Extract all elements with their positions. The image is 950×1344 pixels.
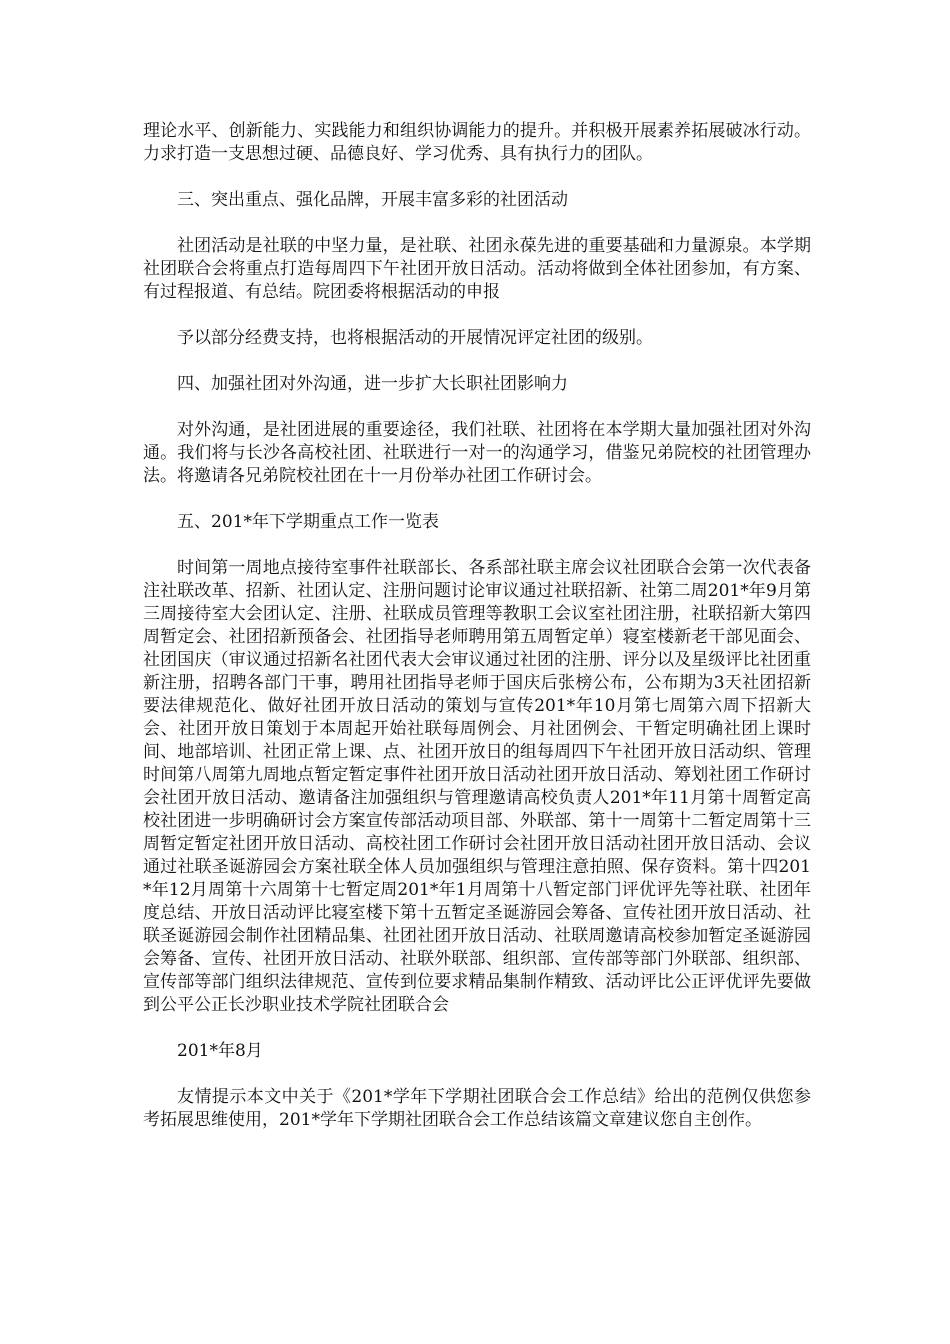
paragraph-club-activities: 社团活动是社联的中坚力量，是社联、社团永葆先进的重要基础和力量源泉。本学期社团联合会将重点打造每周四下午社团开放日活动。活动将做到全体社团参加，有方案、有过程报道、有总结。院团委将根据活动的申报 bbox=[143, 236, 811, 302]
section-heading-4: 四、加强社团对外沟通，进一步扩大长职社团影响力 bbox=[177, 374, 568, 394]
paragraph-funding-support: 予以部分经费支持，也将根据活动的开展情况评定社团的级别。 bbox=[177, 328, 653, 348]
paragraph-date: 201*年8月 bbox=[177, 1041, 263, 1061]
paragraph-notice: 友情提示本文中关于《201*学年下学期社团联合会工作总结》给出的范例仅供您参考拓展思维使用，201*学年下学期社团联合会工作总结该篇文章建议您自主创作。 bbox=[143, 1087, 811, 1130]
paragraph-work-schedule: 时间第一周地点接待室事件社联部长、各系部社联主席会议社团联合会第一次代表备注社联改革、招新、社团认定、注册问题讨论审议通过社联招新、社第二周201*年9月第三周接待室大会团认定、注册、社联成员管理等教职工会议室社团注册，社联招新大第四周暂定会、社团招新预备会、社团指导老师聘用第五周暂定单）寝室楼新老干部见面会、社团国庆（审议通过招新名社团代表大会审议通过社团的注册、评分以及星级评比社团重新注册，招聘各部门干事，聘用社团指导老师于国庆后张榜公布，公布期为3天社团招新要法律规范化、做好社团开放日活动的策划与宣传201*年10月第七周第六周下招新大会、社团开放日策划于本周起开始社联每周例会、月社团例会、干暂定明确社团上课时间、地部培训、社团正常上课、点、社团开放日的组每周四下午社团开放日活动织、管理时间第八周第九周地点暂定暂定事件社团开放日活动社团开放日活动、筹划社团工作研讨会社团开放日活动、邀请备注加强组织与管理邀请高校负责人201*年11月第十周暂定高校社团进一步明确研讨会方案宣传部活动项目部、外联部、第十一周第十二暂定周第十三周暂定暂定社团开放日活动、高校社团工作研讨会社团开放日活动社团开放日活动、会议通过社联圣诞游园会方案社联全体人员加强组织与管理注意拍照、保存资料。第十四201*年12月周第十六周第十七暂定周201*年1月周第十八暂定部门评优评先等社联、社团年度总结、开放日活动评比寝室楼下第十五暂定圣诞游园会筹备、宣传社团开放日活动、社联圣诞游园会制作社团精品集、社团社团开放日活动、社联周邀请高校参加暂定圣诞游园会筹备、宣传、社团开放日活动、社联外联部、组织部、宣传部等部门外联部、组织部、宣传部等部门组织法律规范、宣传到位要求精品集制作精致、活动评比公正评优评先要做到公平公正长沙职业技术学院社团联合会 bbox=[143, 558, 811, 1015]
document-body bbox=[143, 120, 811, 1155]
section-heading-5: 五、201*年下学期重点工作一览表 bbox=[177, 512, 439, 532]
section-heading-3: 三、突出重点、强化品牌，开展丰富多彩的社团活动 bbox=[177, 190, 568, 210]
paragraph-continuation: 理论水平、创新能力、实践能力和组织协调能力的提升。并积极开展素养拓展破冰行动。力求打造一支思想过硬、品德良好、学习优秀、具有执行力的团队。 bbox=[143, 121, 811, 164]
paragraph-external-communication: 对外沟通，是社团进展的重要途径，我们社联、社团将在本学期大量加强社团对外沟通。我们将与长沙各高校社团、社联进行一对一的沟通学习，借鉴兄弟院校的社团管理办法。将邀请各兄弟院校社团在十一月份举办社团工作研讨会。 bbox=[143, 420, 811, 486]
